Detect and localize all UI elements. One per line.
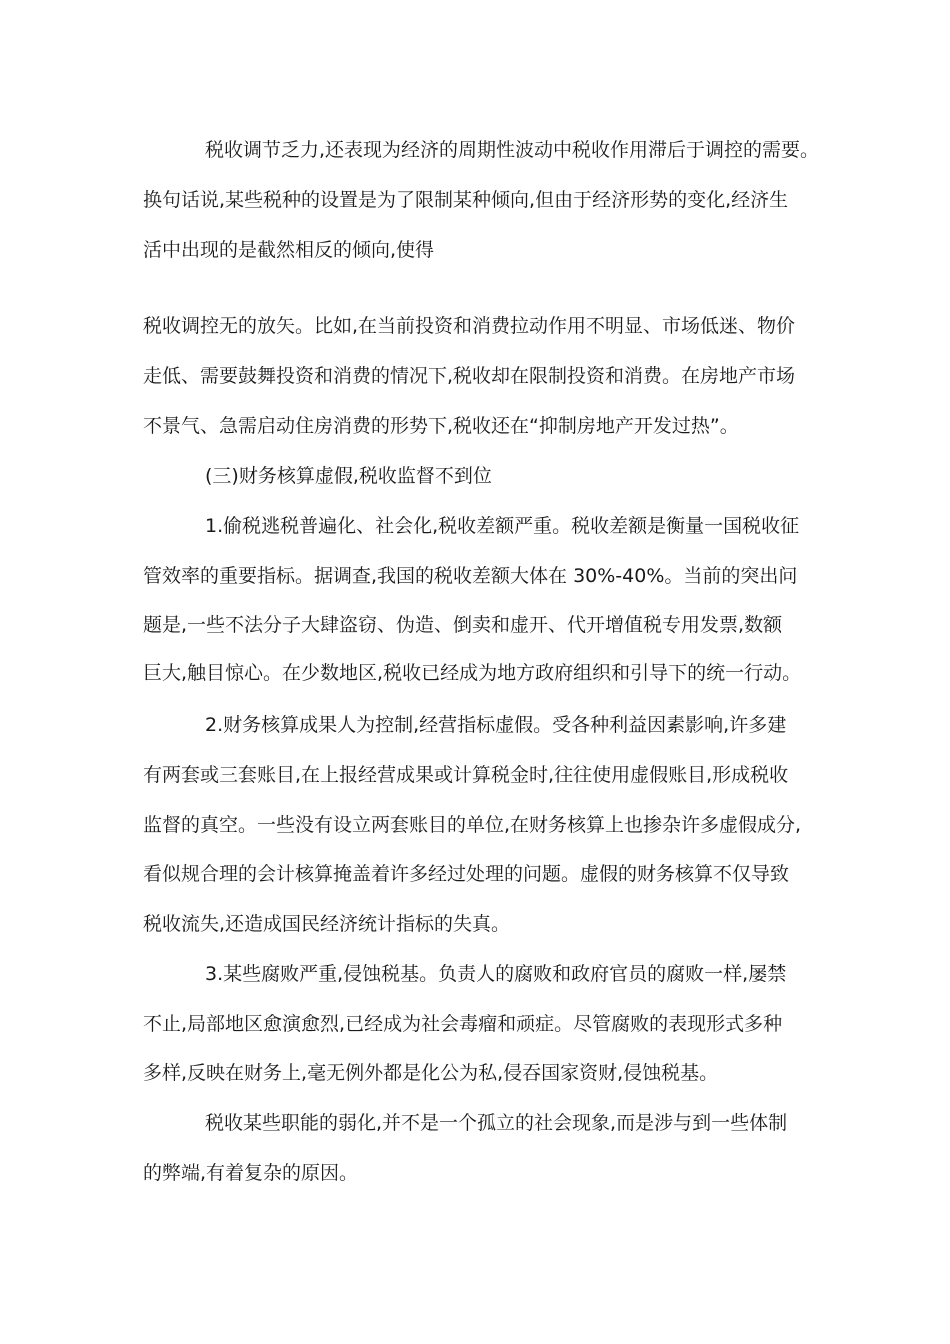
text-line: 有两套或三套账目,在上报经营成果或计算税金时,往往使用虚假账目,形成税收 — [143, 764, 789, 786]
text-line: 换句话说,某些税种的设置是为了限制某种倾向,但由于经济形势的变化,经济生 — [143, 189, 789, 211]
text-line: 巨大,触目惊心。在少数地区,税收已经成为地方政府组织和引导下的统一行动。 — [143, 662, 802, 684]
text-line: 1.偷税逃税普遍化、社会化,税收差额严重。税收差额是衡量一国税收征 — [205, 515, 800, 537]
text-line: 管效率的重要指标。据调查,我国的税收差额大体在 30%-40%。当前的突出问 — [143, 565, 798, 587]
text-line: 税收流失,还造成国民经济统计指标的失真。 — [143, 913, 511, 935]
text-line: 不止,局部地区愈演愈烈,已经成为社会毒瘤和顽症。尽管腐败的表现形式多种 — [143, 1013, 783, 1035]
text-line: 税收调控无的放矢。比如,在当前投资和消费拉动作用不明显、市场低迷、物价 — [143, 315, 796, 337]
text-line: 活中出现的是截然相反的倾向,使得 — [143, 239, 435, 261]
text-line: 不景气、急需启动住房消费的形势下,税收还在“抑制房地产开发过热”。 — [143, 415, 739, 437]
text-line: 题是,一些不法分子大肆盗窃、伪造、倒卖和虚开、代开增值税专用发票,数额 — [143, 614, 783, 636]
text-line: 2.财务核算成果人为控制,经营指标虚假。受各种利益因素影响,许多建 — [205, 714, 787, 736]
text-line: 3.某些腐败严重,侵蚀税基。负责人的腐败和政府官员的腐败一样,屡禁 — [205, 963, 787, 985]
text-line: 多样,反映在财务上,毫无例外都是化公为私,侵吞国家资财,侵蚀税基。 — [143, 1062, 719, 1084]
text-line: 走低、需要鼓舞投资和消费的情况下,税收却在限制投资和消费。在房地产市场 — [143, 365, 796, 387]
text-line: 的弊端,有着复杂的原因。 — [143, 1162, 359, 1184]
text-line: 税收某些职能的弱化,并不是一个孤立的社会现象,而是涉与到一些体制 — [205, 1112, 788, 1134]
section-heading: (三)财务核算虚假,税收监督不到位 — [205, 465, 492, 487]
text-line: 监督的真空。一些没有设立两套账目的单位,在财务核算上也掺杂许多虚假成分, — [143, 814, 802, 836]
text-line: 看似规合理的会计核算掩盖着许多经过处理的问题。虚假的财务核算不仅导致 — [143, 863, 790, 885]
text-line: 税收调节乏力,还表现为经济的周期性波动中税收作用滞后于调控的需要。 — [205, 139, 820, 161]
